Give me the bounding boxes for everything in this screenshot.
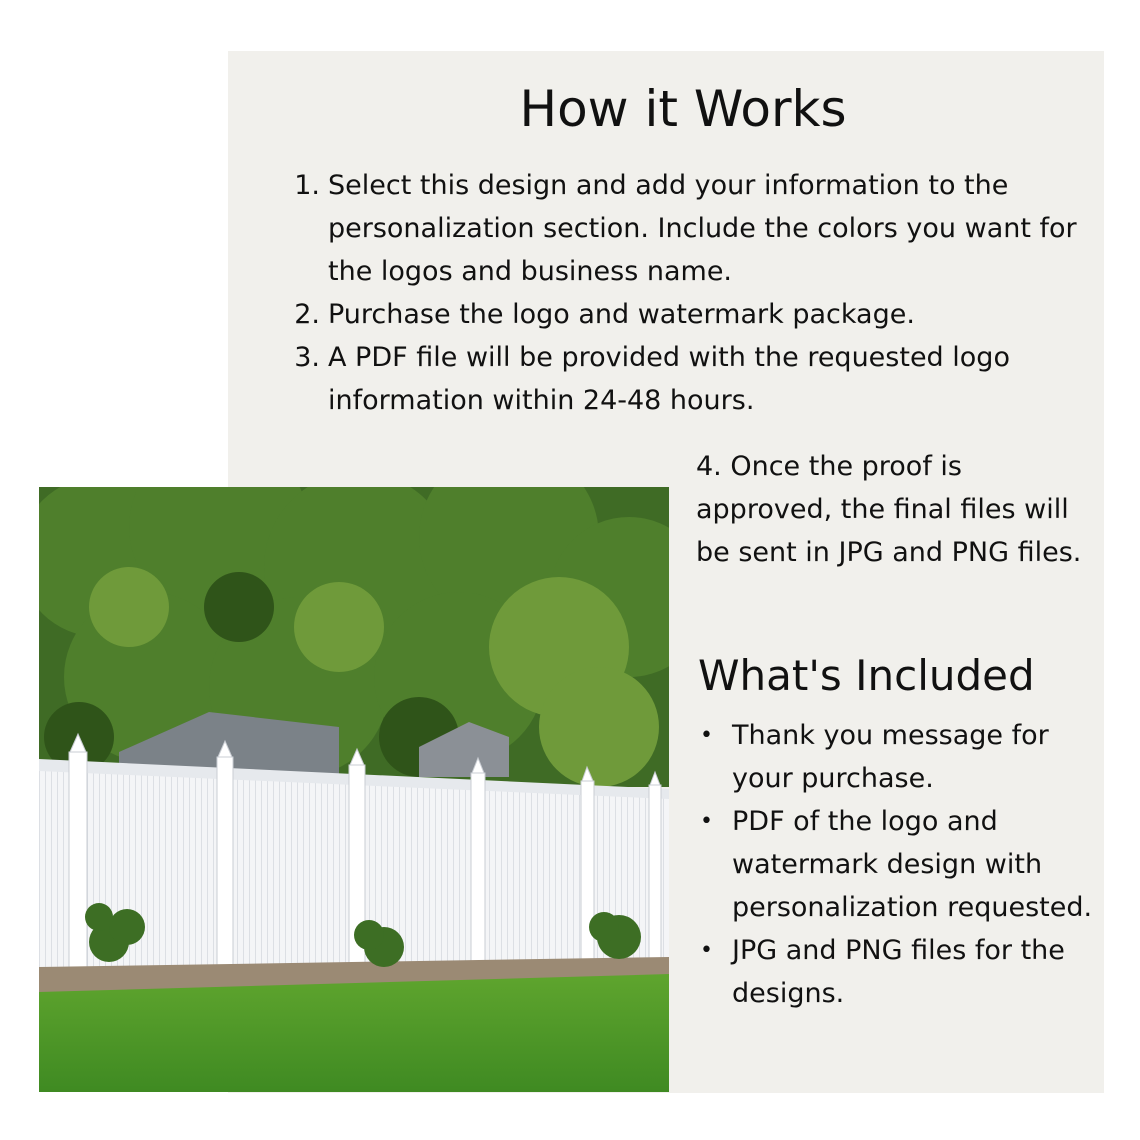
steps-list (270, 164, 1080, 422)
step-text: Select this design and add your information to the personalization section. Include the colors you want for the logos and business name. (328, 170, 1077, 287)
bullet-icon: • (700, 938, 713, 963)
included-item (700, 929, 1100, 1015)
step-text: Purchase the logo and watermark package. (328, 299, 915, 330)
included-item-text: JPG and PNG files for the designs. (732, 935, 1065, 1009)
bullet-icon: • (700, 809, 713, 834)
step-item (270, 164, 1080, 293)
step-four-text: 4. Once the proof is approved, the final files will be sent in JPG and PNG files. (696, 451, 1082, 568)
step-item (270, 336, 1080, 422)
bullet-icon: • (700, 723, 713, 748)
fence-photo (39, 487, 669, 1092)
step-item (270, 293, 1080, 336)
how-it-works-title: How it Works (519, 80, 847, 138)
included-item (700, 714, 1100, 800)
included-list (700, 714, 1100, 1015)
step-number: 3. (294, 342, 320, 373)
step-number: 2. (294, 299, 320, 330)
step-text: A PDF file will be provided with the requested logo information within 24-48 hours. (328, 342, 1010, 416)
whats-included-title: What's Included (698, 651, 1035, 700)
included-item-text: Thank you message for your purchase. (732, 720, 1049, 794)
included-item (700, 800, 1100, 929)
included-item-text: PDF of the logo and watermark design with personalization requested. (732, 806, 1093, 923)
step-number: 1. (294, 170, 320, 201)
